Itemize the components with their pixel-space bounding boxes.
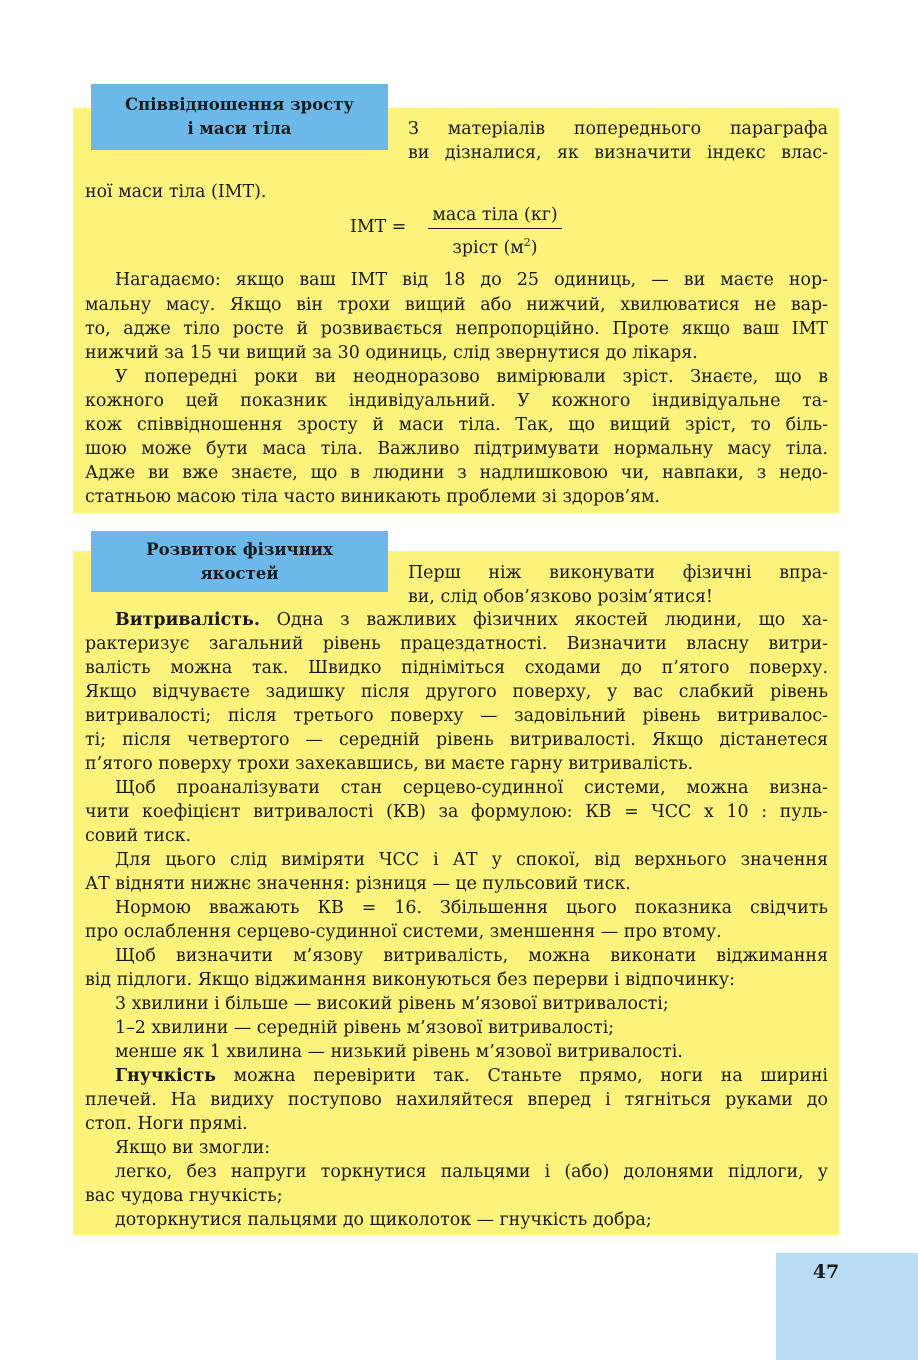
text-line: від підлоги. Якщо віджимання виконуються без перерви і відпочинку: (85, 970, 736, 990)
text-line: п’ятого поверху трохи захекавшись, ви маєте гарну витривалість. (85, 754, 694, 774)
heading-line: і маси тіла (187, 119, 292, 138)
bmi-formula (350, 204, 580, 256)
text-line: Якщо ви змогли: (115, 1138, 271, 1158)
text-line: ті; після четвертого — середній рівень витривалості. Якщо дістанетеся (85, 730, 828, 750)
section-heading-bmi (91, 84, 388, 150)
text-line: кож співвідношення зросту й маси тіла. Так, що вищий зріст, то біль- (85, 415, 828, 435)
text-line: витривалості; після третього поверху — задовільний рівень витривалос- (85, 706, 828, 726)
text-line (115, 1064, 828, 1088)
denominator-text: зріст (м (452, 237, 524, 258)
page-number: 47 (812, 1261, 840, 1283)
text-line: Нагадаємо: якщо ваш ІМТ від 18 до 25 одиниць, — ви маєте нор- (115, 270, 828, 290)
denominator-exponent: 2 (523, 236, 531, 249)
list-item: 3 хвилини і більше — високий рівень м’язової витривалості; (115, 994, 669, 1014)
term-endurance: Витривалість. (115, 610, 260, 630)
text-line: Якщо відчуваєте задишку після другого поверху, у вас слабкий рівень (85, 682, 828, 702)
text-line: совий тиск. (85, 826, 192, 846)
text-line: Щоб проаналізувати стан серцево-судинної системи, можна визна- (115, 778, 828, 798)
text-line (115, 608, 828, 632)
formula-denominator (428, 232, 562, 259)
text-span: Одна з важливих фізичних якостей людини, що ха- (259, 610, 828, 630)
heading-line: якостей (200, 564, 279, 583)
text-line: плечей. На видиху поступово нахиляйтеся вперед і тягніться руками до (85, 1090, 828, 1110)
text-line: Для цього слід виміряти ЧСС і АТ у спокої, від верхнього значення (115, 850, 828, 870)
text-line: мальну масу. Якщо він трохи вищий або нижчий, хвилюватися не вар- (85, 295, 828, 315)
heading-line: Розвиток фізичних (146, 540, 333, 559)
text-line: ної маси тіла (ІМТ). (85, 182, 267, 202)
list-item: 1–2 хвилини — середній рівень м’язової витривалості; (115, 1018, 615, 1038)
formula-numerator: маса тіла (кг) (428, 204, 562, 229)
text-line: кожного цей показник індивідуальний. У кожного індивідуальне та- (85, 391, 828, 411)
section-heading-physical-qualities (91, 531, 388, 592)
text-line: У попередні роки ви неодноразово вимірювали зріст. Знаєте, що в (115, 367, 828, 387)
text-line: Нормою вважають КВ = 16. Збільшення цього показника свідчить (115, 898, 828, 918)
text-line: чити коефіцієнт витривалості (КВ) за формулою: КВ = ЧСС х 10 : пуль- (85, 802, 828, 822)
text-line: Щоб визначити м’язову витривалість, можна виконати віджимання (115, 946, 828, 966)
denominator-close: ) (530, 237, 538, 258)
term-flexibility: Гнучкість (115, 1066, 216, 1086)
text-line: статньою масою тіла часто виникають проблеми зі здоров’ям. (85, 487, 661, 507)
text-line: ви дізналися, як визначити індекс влас- (408, 143, 828, 163)
text-line: валість можна так. Швидко підніміться сходами до п’ятого поверху. (85, 658, 828, 678)
text-line: рактеризує загальний рівень працездатності. Визначити власну витри- (85, 634, 828, 654)
text-line: вас чудова гнучкість; (85, 1186, 283, 1206)
list-item: легко, без напруги торкнутися пальцями і (або) долонями підлоги, у (115, 1162, 828, 1182)
list-item: менше як 1 хвилина — низький рівень м’язової витривалості. (115, 1042, 683, 1062)
text-line: стоп. Ноги прямі. (85, 1114, 248, 1134)
heading-line: Співвідношення зросту (125, 95, 354, 114)
formula-lhs: ІМТ = (350, 217, 407, 237)
text-line: Перш ніж виконувати фізичні впра- (408, 563, 828, 583)
text-line: нижчий за 15 чи вищий за 30 одиниць, слід звернутися до лікаря. (85, 343, 698, 363)
text-line: про ослаблення серцево-судинної системи, зменшення — про втому. (85, 922, 722, 942)
text-line: З матеріалів попереднього параграфа (408, 119, 828, 139)
text-line: Адже ви вже знаєте, що в людини з надлишковою чи, навпаки, з недо- (85, 463, 828, 483)
list-item: доторкнутися пальцями до щиколоток — гнучкість добра; (115, 1210, 652, 1230)
text-span: можна перевірити так. Станьте прямо, ноги на ширині (215, 1066, 828, 1086)
text-line: ви, слід обов’язково розім’ятися! (408, 587, 713, 607)
text-line: АТ відняти нижнє значення: різниця — це пульсовий тиск. (85, 874, 631, 894)
text-line: шою може бути маса тіла. Важливо підтримувати нормальну масу тіла. (85, 439, 828, 459)
text-line: то, адже тіло росте й розвивається непропорційно. Проте якщо ваш ІМТ (85, 319, 828, 339)
